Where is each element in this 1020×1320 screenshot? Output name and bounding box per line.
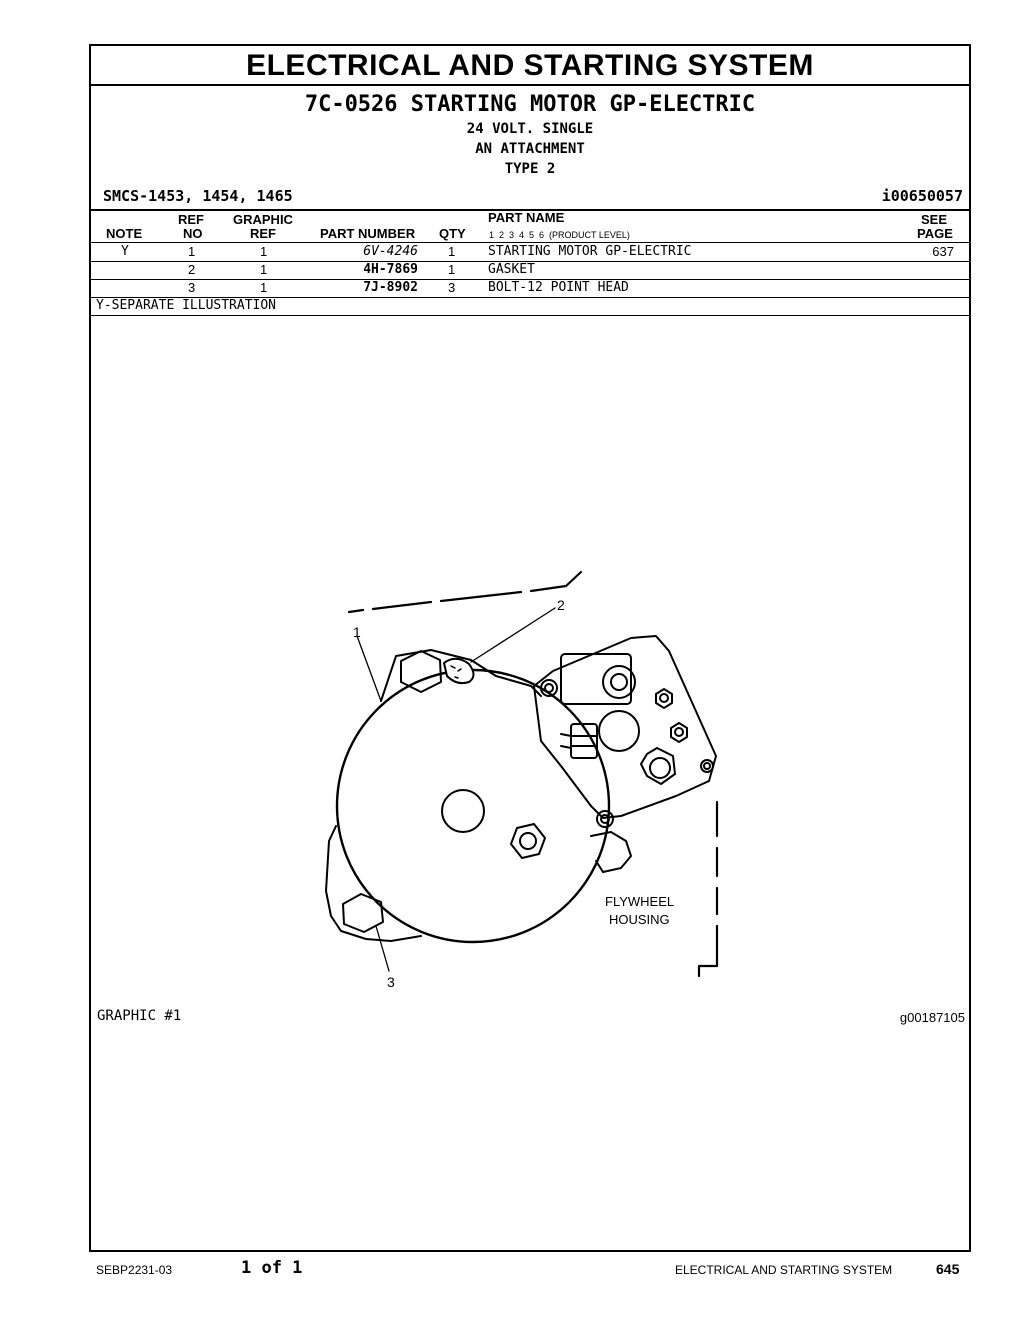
spec-line-2: AN ATTACHMENT [475, 141, 585, 157]
header-qty: QTY [439, 226, 466, 241]
header-see-bottom: PAGE [917, 226, 953, 241]
page-count: 1 of 1 [241, 1258, 303, 1278]
header-product-level: 1 2 3 4 5 6 (PRODUCT LEVEL) [489, 230, 630, 240]
smcs-codes: SMCS-1453, 1454, 1465 [103, 187, 293, 205]
row-qty: 1 [448, 262, 456, 277]
row-part-name: GASKET [488, 262, 535, 277]
header-ref-top: REF [178, 212, 204, 227]
page-frame [89, 44, 971, 1252]
graphic-caption: GRAPHIC #1 [97, 1008, 182, 1024]
row-part-name: BOLT-12 POINT HEAD [488, 280, 629, 295]
graphic-id: g00187105 [899, 1010, 965, 1025]
row-qty: 1 [448, 244, 456, 259]
row-ref: 2 [188, 262, 196, 277]
callout-2: 2 [557, 597, 565, 613]
row-graphic-ref: 1 [260, 280, 268, 295]
row-note: Y [121, 244, 129, 259]
header-part-number: PART NUMBER [320, 226, 416, 241]
header-graphic-top: GRAPHIC [233, 212, 293, 227]
table-footnote: Y-SEPARATE ILLUSTRATION [96, 298, 277, 313]
row-part-name: STARTING MOTOR GP-ELECTRIC [488, 244, 692, 259]
row-graphic-ref: 1 [260, 262, 268, 277]
page-title: ELECTRICAL AND STARTING SYSTEM [91, 46, 969, 86]
row-part-number: 4H-7869 [363, 262, 418, 277]
housing-label: HOUSING [609, 912, 670, 927]
row-part-number: 7J-8902 [363, 280, 418, 295]
row-ref: 1 [188, 244, 196, 259]
callout-3: 3 [387, 974, 395, 990]
group-title: 7C-0526 STARTING MOTOR GP-ELECTRIC [304, 92, 756, 117]
footer-section: ELECTRICAL AND STARTING SYSTEM [675, 1263, 893, 1277]
starting-motor-illustration [91, 46, 969, 1250]
header-see-top: SEE [921, 212, 948, 227]
spec-line-1: 24 VOLT. SINGLE [466, 121, 594, 137]
row-qty: 3 [448, 280, 456, 295]
callout-1: 1 [353, 624, 361, 640]
flywheel-label: FLYWHEEL [605, 894, 675, 909]
row-part-number: 6V-4246 [363, 244, 418, 259]
illustration-id: i00650057 [881, 187, 963, 205]
row-see-page: 637 [932, 244, 954, 259]
page-number: 645 [936, 1261, 960, 1277]
doc-id: SEBP2231-03 [96, 1263, 173, 1277]
spec-line-3: TYPE 2 [504, 161, 556, 177]
header-part-name: PART NAME [488, 210, 565, 225]
row-ref: 3 [188, 280, 196, 295]
header-ref-bottom: NO [183, 226, 203, 241]
header-note: NOTE [106, 226, 143, 241]
row-graphic-ref: 1 [260, 244, 268, 259]
header-graphic-bottom: REF [250, 226, 276, 241]
